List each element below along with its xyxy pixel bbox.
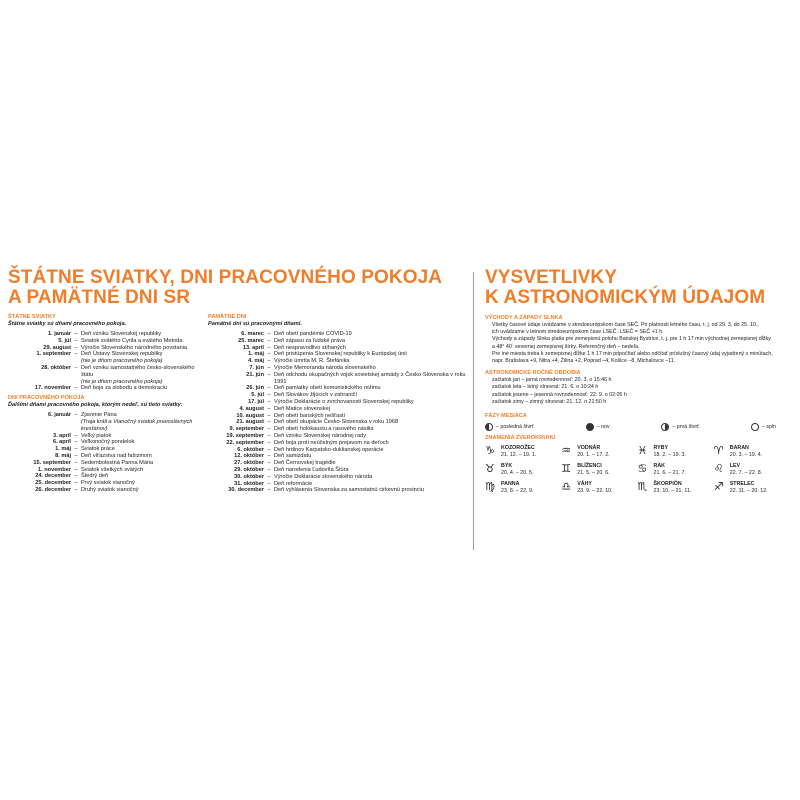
holiday-date: 6. január <box>47 412 71 419</box>
holiday-date: 12. október <box>234 453 264 460</box>
moon-phase-full <box>751 423 776 431</box>
zodiac-range: 23. 8. – 22. 9. <box>501 487 534 494</box>
zodiac-sign-rak <box>638 463 714 476</box>
holiday-row <box>208 345 468 352</box>
capricorn-icon: ♑ <box>485 444 495 458</box>
holiday-description <box>81 338 208 345</box>
astronomy-section <box>485 268 790 494</box>
zodiac-range: 22. 7. – 22. 8. <box>729 469 763 476</box>
holiday-dash: – <box>267 460 271 467</box>
holiday-dash: – <box>74 466 78 473</box>
zodiac-text <box>654 463 686 476</box>
holiday-note: (nie je dňom pracovného pokoja) <box>81 378 163 385</box>
zodiac-text <box>730 463 762 476</box>
last-quarter-icon <box>485 423 493 431</box>
holiday-description <box>81 446 208 453</box>
holiday-date: 6. október <box>237 446 264 453</box>
moon-phase-label: – prvá štvrť <box>672 424 700 431</box>
zodiac-sign-blíženci <box>561 463 637 476</box>
holiday-date: 7. jún <box>249 364 264 371</box>
new-moon-icon <box>586 423 594 431</box>
holiday-row <box>208 406 468 413</box>
column-divider <box>473 272 474 550</box>
zodiac-sign-panna <box>485 481 561 494</box>
virgo-icon: ♍ <box>485 480 495 494</box>
holiday-dash: – <box>267 358 271 365</box>
holiday-row <box>208 385 468 392</box>
zodiac-name: RYBY <box>653 445 669 452</box>
holiday-name: Výročie Deklarácie o zvrchovanosti Slovenskej republiky <box>274 398 414 405</box>
holiday-date: 4. máj <box>248 358 264 365</box>
holiday-name: Deň zápasu za ľudské práva <box>274 337 345 344</box>
zodiac-range: 21. 12. – 19. 1. <box>501 451 537 458</box>
zodiac-sign-škorpión <box>638 481 714 494</box>
zodiac-text <box>654 445 686 458</box>
zodiac-sign-váhy <box>561 481 637 494</box>
holiday-description <box>274 447 468 454</box>
holiday-description <box>274 440 468 447</box>
holiday-row <box>8 439 208 446</box>
holiday-row <box>8 338 208 345</box>
holiday-name: Sviatok všetkých svätých <box>81 466 144 473</box>
holiday-name: Deň Ústavy Slovenskej republiky <box>81 351 163 358</box>
holiday-row <box>208 447 468 454</box>
holiday-note: (Traja králi a Vianočný sviatok pravoslávnych kresťanov) <box>81 418 193 432</box>
holiday-name: Deň nespravodlivo stíhaných <box>274 344 346 351</box>
holiday-description <box>274 358 468 365</box>
zodiac-sign-lev <box>714 463 790 476</box>
holiday-date: 13. apríl <box>242 344 264 351</box>
holiday-date: 21. august <box>236 419 264 426</box>
holiday-dash: – <box>74 473 78 480</box>
holiday-dash: – <box>267 364 271 371</box>
holiday-date: 8. máj <box>55 452 71 459</box>
moon-phase-label: – posledná štvrť <box>496 424 534 431</box>
holiday-dash: – <box>74 432 78 439</box>
holiday-description <box>274 345 468 352</box>
moon-phase-label: – spln <box>761 424 776 431</box>
season-item: začiatok jari – jarná rovnodennosť: 20. 3. o 15:46 h <box>492 377 612 384</box>
season-item: začiatok zimy – zimný slnovrat: 21. 12. o 21:50 h <box>492 398 607 405</box>
taurus-icon: ♉ <box>485 462 495 476</box>
holiday-dash: – <box>267 453 271 460</box>
holiday-name: Výročie Slovenského národného povstania <box>81 344 188 351</box>
holiday-dash: – <box>267 432 271 439</box>
holiday-description <box>81 439 208 446</box>
zodiac-name: LEV <box>729 463 741 470</box>
holiday-dash: – <box>74 452 78 459</box>
holiday-name: Deň obetí okupácie Česko-Slovenska v roku 1968 <box>274 419 399 426</box>
zodiac-text <box>501 463 533 476</box>
holiday-dash: – <box>74 439 78 446</box>
holiday-dash: – <box>267 446 271 453</box>
holiday-name: Prvý sviatok vianočný <box>81 480 135 487</box>
holiday-dash: – <box>267 439 271 446</box>
holiday-row <box>208 358 468 365</box>
holiday-row <box>8 467 208 474</box>
sunrise-paragraph-line: Všetky časové údaje uvádzame v stredoeurópskom čase SEČ. Pri platnosti letného času, t. j. od 29. 3. do 25. 10., <box>492 322 759 328</box>
holiday-row <box>208 440 468 447</box>
moon-phases-heading: FÁZY MESIACA <box>485 413 527 420</box>
holiday-dash: – <box>267 331 271 337</box>
holiday-description <box>81 412 208 432</box>
sagittarius-icon: ♐ <box>713 480 724 494</box>
holiday-dash: – <box>267 337 271 344</box>
holidays-title-line1: ŠTÁTNE SVIATKY, DNI PRACOVNÉHO POKOJA <box>8 267 443 288</box>
holiday-dash: – <box>74 446 78 453</box>
rest-days-heading: DNI PRACOVNÉHO POKOJA <box>8 395 85 402</box>
zodiac-text <box>654 481 692 494</box>
holiday-row <box>208 426 468 433</box>
zodiac-sign-kozorožec <box>485 445 561 458</box>
holiday-row <box>208 338 468 345</box>
state-holidays-subheading: Štátne sviatky sú dňami pracovného pokoja. <box>8 321 127 327</box>
holiday-dash: – <box>267 392 271 399</box>
holiday-row <box>208 467 468 474</box>
holiday-description <box>274 419 468 426</box>
seasons-heading: ASTRONOMICKÉ ROČNÉ OBDOBIA <box>485 370 581 377</box>
zodiac-text <box>577 463 609 476</box>
holiday-date: 30. október <box>234 473 264 480</box>
holiday-description <box>274 399 468 406</box>
holiday-description <box>81 433 208 440</box>
holiday-dash: – <box>74 486 78 493</box>
holiday-name: Sviatok svätého Cyrila a svätého Metoda <box>81 337 183 344</box>
holiday-date: 31. október <box>234 480 264 487</box>
holiday-date: 17. november <box>34 385 71 392</box>
holiday-date: 1. máj <box>248 351 264 358</box>
holiday-row <box>8 460 208 467</box>
zodiac-text <box>501 445 536 458</box>
cancer-icon: ♋ <box>637 462 648 476</box>
zodiac-text <box>730 445 762 458</box>
zodiac-text <box>577 481 612 494</box>
zodiac-name: ŠKORPIÓN <box>653 481 682 488</box>
holiday-description <box>274 365 468 372</box>
sunrise-paragraph-line: Východy a západy Slnka platia pre zemepisnú polohu Banskej Bystrice, t. j. pre 1 h 17 min východnej zemepisnej dĺžky <box>492 336 771 343</box>
zodiac-range: 20. 1. – 17. 2. <box>577 451 610 458</box>
holiday-name: Sedembolestná Panna Mária <box>81 459 154 466</box>
holiday-description <box>274 392 468 399</box>
memorial-days-subheading: Pamätné dni sú pracovnými dňami. <box>208 321 302 327</box>
holiday-date: 27. október <box>234 460 264 467</box>
holiday-date: 26. december <box>35 486 71 493</box>
memorial-days-list <box>208 331 468 494</box>
holiday-date: 17. júl <box>248 398 264 405</box>
memorial-days-heading: PAMÄTNÉ DNI <box>208 314 247 320</box>
zodiac-range: 22. 11. – 20. 12. <box>729 487 768 494</box>
holiday-description <box>81 331 208 338</box>
holiday-dash: – <box>267 405 271 412</box>
holiday-name: Výročie Memoranda národa slovenského <box>274 364 376 371</box>
holiday-dash: – <box>267 385 271 392</box>
holiday-date: 1. január <box>47 331 71 337</box>
holidays-title-line2: A PAMÄTNÉ DNI SR <box>8 287 191 308</box>
zodiac-range: 21. 5. – 20. 6. <box>577 469 610 476</box>
season-item: začiatok leta – letný slnovrat: 21. 6. o 10:24 h <box>492 384 599 391</box>
holiday-dash: – <box>74 385 78 392</box>
zodiac-range: 20. 3. – 19. 4. <box>729 451 763 458</box>
holiday-name: Veľký piatok <box>81 432 112 439</box>
seasons-list <box>485 377 790 406</box>
holiday-description <box>274 338 468 345</box>
aquarius-icon: ♒ <box>561 444 572 458</box>
holiday-row <box>8 351 208 365</box>
zodiac-sign-baran <box>714 445 790 458</box>
zodiac-name: PANNA <box>501 481 520 488</box>
holidays-section <box>8 267 466 554</box>
holiday-dash: – <box>267 487 271 494</box>
moon-phase-first <box>661 423 699 431</box>
holiday-row <box>8 480 208 487</box>
state-holidays-heading: ŠTÁTNE SVIATKY <box>8 314 56 320</box>
first-quarter-icon <box>661 423 669 431</box>
holiday-date: 5. júl <box>251 392 264 399</box>
holiday-row <box>8 473 208 480</box>
holiday-date: 5. júl <box>58 337 71 344</box>
holiday-row <box>208 460 468 467</box>
zodiac-range: 21. 6. – 21. 7. <box>653 469 686 476</box>
holiday-name: Deň reformácie <box>274 480 313 487</box>
zodiac-name: BÝK <box>501 463 513 470</box>
sunrise-paragraph-line: ich uvádzame v letnom stredoeurópskom čase LSEČ. LSEČ = SEČ +1 h. <box>492 329 664 336</box>
holiday-row <box>8 446 208 453</box>
holiday-dash: – <box>74 337 78 344</box>
holiday-description <box>274 433 468 440</box>
holiday-description <box>274 331 468 338</box>
holiday-description <box>274 385 468 392</box>
holidays-columns <box>8 314 466 554</box>
state-holidays-list <box>8 331 208 392</box>
zodiac-text <box>577 445 609 458</box>
leo-icon: ♌ <box>713 462 724 476</box>
holiday-date: 4. august <box>239 405 264 412</box>
holiday-description <box>274 460 468 467</box>
holiday-name: Deň narodenia Ľudovíta Štúra <box>274 466 349 473</box>
holiday-date: 1. september <box>36 351 71 358</box>
holiday-description <box>81 460 208 467</box>
holiday-date: 24. december <box>35 473 71 480</box>
rest-days-subheading: Ďalšími dňami pracovného pokoja, ktorým nedeľ, sú tieto sviatky: <box>8 402 183 409</box>
holiday-description <box>274 487 468 494</box>
holiday-description <box>81 453 208 460</box>
holiday-name: Deň samizdatu <box>274 453 312 460</box>
holiday-date: 29. október <box>234 466 264 473</box>
holiday-dash: – <box>74 351 78 358</box>
zodiac-heading: ZNAMENIA ZVEROKRUHU <box>485 435 556 442</box>
sunrise-paragraph-line: a 48° 40´ severnej zemepisnej šírky. Referenčný deň – nedeľa. <box>492 343 640 350</box>
moon-phase-label: – nov <box>596 424 610 431</box>
holiday-dash: – <box>74 364 78 371</box>
zodiac-range: 20. 4. – 20. 5. <box>501 469 534 476</box>
holiday-name: Deň obetí pandémie COVID-19 <box>274 331 352 337</box>
sunrise-sunset-text <box>485 322 790 365</box>
zodiac-name: STRELEC <box>729 481 755 488</box>
holiday-description <box>81 351 208 365</box>
holiday-name: Deň víťazstva nad fašizmom <box>81 452 152 459</box>
holiday-name: Deň boja za slobodu a demokraciu <box>81 385 168 392</box>
holiday-row <box>8 412 208 432</box>
holiday-name: Druhý sviatok vianočný <box>81 486 139 493</box>
full-moon-icon <box>751 423 759 431</box>
holiday-date: 6. apríl <box>52 439 71 446</box>
holiday-dash: – <box>267 466 271 473</box>
holiday-name: Deň vzniku samostatného česko-slovenského štátu <box>81 364 195 378</box>
holiday-date: 6. marec <box>241 331 264 337</box>
holiday-name: Deň odchodu okupačných vojsk sovietskej armády z Česko-Slovenska v roku 1991 <box>274 371 466 385</box>
moon-phase-new <box>586 423 610 431</box>
holiday-name: Veľkonočný pondelok <box>81 439 135 446</box>
holiday-row <box>208 481 468 488</box>
holiday-name: Deň pamiatky obetí komunistického režimu <box>274 385 381 392</box>
zodiac-grid <box>485 445 790 494</box>
astronomy-title-line1: VYSVETLIVKY <box>485 267 618 288</box>
zodiac-name: VÁHY <box>577 481 592 488</box>
holiday-date: 25. december <box>35 480 71 487</box>
holiday-description <box>274 426 468 433</box>
holidays-column-b <box>208 314 468 494</box>
holiday-date: 1. máj <box>55 446 71 453</box>
season-item: začiatok jesene – jesenná rovnodennosť: 22. 9. o 02:05 h <box>492 391 627 398</box>
sunrise-paragraph-line: Pre iné miesta treba k zemepisnej dĺžke 1 h 17 min pripočítať alebo odčítať príslušný časový údaj vyjadrený v minútach, <box>492 350 773 357</box>
holiday-name: Štedrý deň <box>81 473 109 480</box>
holiday-note: (nie je dňom pracovného pokoja) <box>81 358 163 365</box>
holiday-row <box>208 372 468 386</box>
holiday-date: 3. apríl <box>52 432 71 439</box>
holiday-row <box>208 419 468 426</box>
holiday-row <box>208 433 468 440</box>
holiday-row <box>208 399 468 406</box>
holiday-dash: – <box>267 351 271 358</box>
holiday-dash: – <box>267 344 271 351</box>
aries-icon: ♈ <box>713 444 724 458</box>
holiday-date: 28. október <box>41 364 71 371</box>
sunrise-paragraph-line: napr. Bratislava +9, Nitra +4, Žilina +2, Poprad –4, Košice –8, Michalovce –11. <box>492 358 676 365</box>
zodiac-sign-ryby <box>638 445 714 458</box>
holiday-name: Deň obetí holokaustu a rasového násilia <box>274 426 374 433</box>
holiday-dash: – <box>267 480 271 487</box>
holiday-name: Deň vzniku Slovenskej národnej rady <box>274 432 367 439</box>
holiday-row <box>208 365 468 372</box>
holiday-name: Deň Černovskej tragédie <box>274 460 336 467</box>
holiday-description <box>81 385 208 392</box>
holiday-name: Sviatok práce <box>81 446 115 453</box>
zodiac-name: RAK <box>653 463 665 470</box>
holiday-date: 22. september <box>226 439 264 446</box>
holiday-description <box>274 467 468 474</box>
holiday-dash: – <box>267 419 271 426</box>
holiday-name: Deň obetí banských nešťastí <box>274 412 346 419</box>
holiday-name: Deň pristúpenia Slovenskej republiky k Európskej únii <box>274 351 407 358</box>
holiday-date: 21. jún <box>246 371 264 378</box>
holiday-description <box>274 372 468 386</box>
holiday-row <box>208 331 468 338</box>
holiday-row <box>8 487 208 494</box>
holiday-dash: – <box>267 426 271 433</box>
holiday-dash: – <box>74 344 78 351</box>
astronomy-title-line2: K ASTRONOMICKÝM ÚDAJOM <box>485 287 766 308</box>
zodiac-name: KOZOROŽEC <box>501 445 535 452</box>
holiday-date: 1. november <box>38 466 71 473</box>
holiday-name: Deň vzniku Slovenskej republiky <box>81 331 162 337</box>
holiday-row <box>8 331 208 338</box>
holiday-row <box>208 392 468 399</box>
holiday-name: Deň boja proti neúčelným prejavom na deťoch <box>274 439 389 446</box>
holiday-name: Deň Matice slovenskej <box>274 405 330 412</box>
holiday-name: Deň Slovákov žijúcich v zahraničí <box>274 392 358 399</box>
holiday-description <box>81 480 208 487</box>
zodiac-range: 18. 2. – 19. 3. <box>653 451 686 458</box>
holiday-dash: – <box>267 473 271 480</box>
holiday-name: Deň vyhlásenia Slovenska za samostatnú cirkevnú provinciu <box>274 487 424 494</box>
holiday-date: 15. september <box>33 459 71 466</box>
sunrise-sunset-heading: VÝCHODY A ZÁPADY SLNKA <box>485 315 563 321</box>
holiday-date: 25. marec <box>238 337 264 344</box>
zodiac-name: BLÍŽENCI <box>577 463 602 470</box>
holiday-name: Výročie Deklarácie slovenského národa <box>274 473 373 480</box>
holiday-description <box>81 473 208 480</box>
holiday-dash: – <box>74 480 78 487</box>
holiday-dash: – <box>74 459 78 466</box>
holiday-date: 9. september <box>229 426 264 433</box>
zodiac-range: 23. 9. – 22. 10. <box>577 487 613 494</box>
gemini-icon: ♊ <box>561 462 572 476</box>
holiday-dash: – <box>267 398 271 405</box>
holiday-description <box>81 487 208 494</box>
zodiac-text <box>730 481 768 494</box>
holiday-date: 10. august <box>236 412 264 419</box>
holiday-description <box>274 474 468 481</box>
moon-phase-last <box>485 423 534 431</box>
zodiac-sign-vodnár <box>561 445 637 458</box>
holiday-row <box>208 453 468 460</box>
holiday-description <box>81 365 208 385</box>
holiday-dash: – <box>267 371 271 378</box>
holiday-row <box>8 453 208 460</box>
zodiac-text <box>501 481 533 494</box>
holiday-date: 19. september <box>226 432 264 439</box>
zodiac-name: VODNÁR <box>577 445 601 452</box>
holiday-row <box>8 385 208 392</box>
holiday-name: Výročie úmrtia M. R. Štefánika <box>274 358 350 365</box>
rest-days-list <box>8 412 208 494</box>
pisces-icon: ♓ <box>637 444 648 458</box>
libra-icon: ♎ <box>561 480 572 494</box>
holiday-date: 30. december <box>228 487 264 494</box>
zodiac-sign-strelec <box>714 481 790 494</box>
holiday-dash: – <box>74 331 78 337</box>
holiday-description <box>274 406 468 413</box>
holiday-row <box>8 365 208 385</box>
holiday-description <box>274 481 468 488</box>
holiday-row <box>208 474 468 481</box>
holiday-name: Zjavenie Pána <box>81 412 117 419</box>
zodiac-name: BARAN <box>729 445 749 452</box>
holiday-name: Deň hrdinov Karpatsko-duklianskej operácie <box>274 446 384 453</box>
holiday-dash: – <box>74 412 78 419</box>
holidays-column-a <box>8 314 208 494</box>
zodiac-range: 23. 10. – 21. 11. <box>653 487 692 494</box>
scorpio-icon: ♏ <box>637 480 648 494</box>
holiday-dash: – <box>267 412 271 419</box>
holiday-row <box>8 433 208 440</box>
holiday-row <box>208 487 468 494</box>
holiday-date: 26. jún <box>246 385 264 392</box>
zodiac-sign-býk <box>485 463 561 476</box>
moon-phases-row <box>485 423 790 431</box>
holiday-date: 29. august <box>43 344 71 351</box>
